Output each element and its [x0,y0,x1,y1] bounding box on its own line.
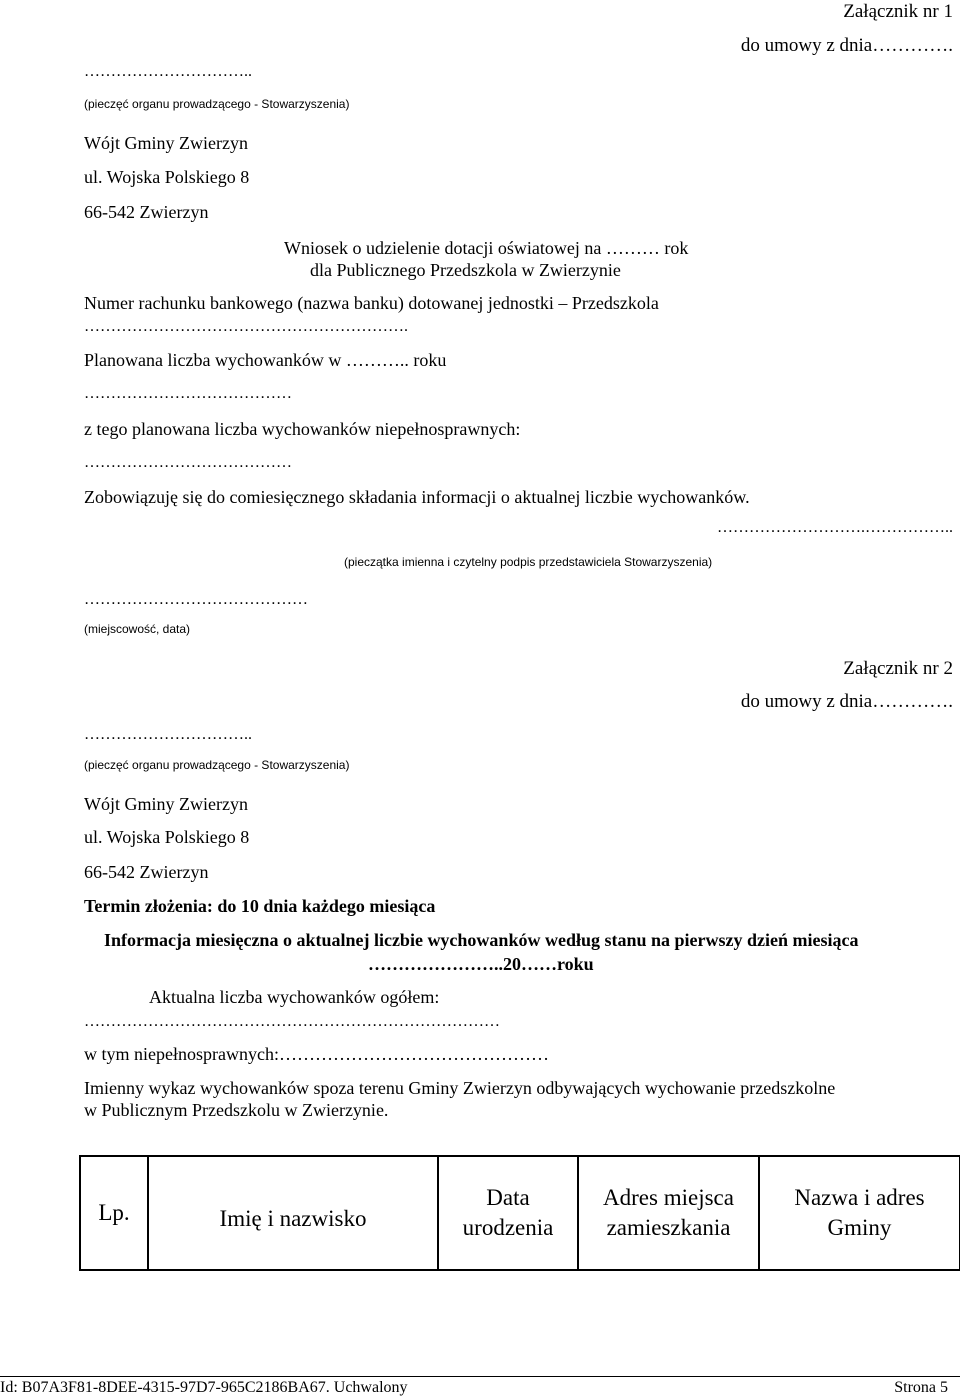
addressee-2-line-2: ul. Wojska Polskiego 8 [84,827,250,847]
application-heading-line-2: dla Publicznego Przedszkola w Zwierzynie [310,260,621,280]
document-id: Id: B07A3F81-8DEE-4315-97D7-965C2186BA67. Uchwalony [0,1379,408,1396]
attachment-1-title: Załącznik nr 1 [843,1,953,22]
stamp-caption: (pieczęć organu prowadzącego - Stowarzyszenia) [84,97,350,111]
current-children-placeholder: …………………………………………………………………… [84,1013,500,1030]
footer-divider [0,1376,960,1377]
planned-children-placeholder: ………………………………… [84,385,292,402]
planned-children-label: Planowana liczba wychowanków w ……….. roku [84,350,447,370]
stamp-caption-2: (pieczęć organu prowadzącego - Stowarzyszenia) [84,758,350,772]
stamp-placeholder: ………………………….. [84,63,252,80]
addressee-line-1: Wójt Gminy Zwierzyn [84,133,248,153]
column-header-birth-date: Data urodzenia [438,1156,578,1270]
disabled-count-line: w tym niepełnosprawnych:……………………………………… [84,1044,549,1064]
column-header-name: Imię i nazwisko [148,1156,438,1270]
signature-placeholder: ……………………….…………….. [717,519,953,536]
attachment-1-contract-date: do umowy z dnia…………. [740,35,953,56]
children-list-table [79,1155,960,1271]
list-intro-line-1: Imienny wykaz wychowanków spoza terenu Gminy Zwierzyn odbywających wychowanie przedszkolne [84,1078,836,1098]
disabled-children-placeholder: ………………………………… [84,454,292,471]
addressee-line-3: 66-542 Zwierzyn [84,202,209,222]
bank-account-placeholder: ……………………………………………………. [84,318,408,335]
stamp-placeholder-2: ………………………….. [84,726,252,743]
place-date-placeholder: …………………………………… [84,591,308,608]
attachment-2-title: Załącznik nr 2 [843,658,953,679]
application-heading-line-1: Wniosek o udzielenie dotacji oświatowej na ……… rok [284,238,689,258]
place-date-caption: (miejscowość, data) [84,622,191,636]
addressee-line-2: ul. Wojska Polskiego 8 [84,167,250,187]
column-header-municipality: Nazwa i adres Gminy [759,1156,960,1270]
addressee-2-line-1: Wójt Gminy Zwierzyn [84,794,248,814]
column-header-number: Lp. [80,1156,148,1270]
monthly-info-heading-line-2: …………………..20……roku [368,954,594,974]
current-children-label: Aktualna liczba wychowanków ogółem: [149,987,440,1007]
page-number: Strona 5 [894,1379,948,1396]
bank-account-label: Numer rachunku bankowego (nazwa banku) dotowanej jednostki – Przedszkola [84,293,659,313]
disabled-children-label: z tego planowana liczba wychowanków niepełnosprawnych: [84,419,521,439]
table-header-row [80,1156,960,1270]
column-header-address: Adres miejsca zamieszkania [578,1156,759,1270]
submission-deadline: Termin złożenia: do 10 dnia każdego miesiąca [84,896,436,916]
monthly-info-heading-line-1: Informacja miesięczna o aktualnej liczbie wychowanków według stanu na pierwszy dzień miesiąca [104,930,859,950]
signature-caption: (pieczątka imienna i czytelny podpis przedstawiciela Stowarzyszenia) [344,555,713,569]
addressee-2-line-3: 66-542 Zwierzyn [84,862,209,882]
obligation-statement: Zobowiązuję się do comiesięcznego składania informacji o aktualnej liczbie wychowanków. [84,487,750,507]
attachment-2-contract-date: do umowy z dnia…………. [740,691,953,712]
list-intro-line-2: w Publicznym Przedszkolu w Zwierzynie. [84,1100,389,1120]
